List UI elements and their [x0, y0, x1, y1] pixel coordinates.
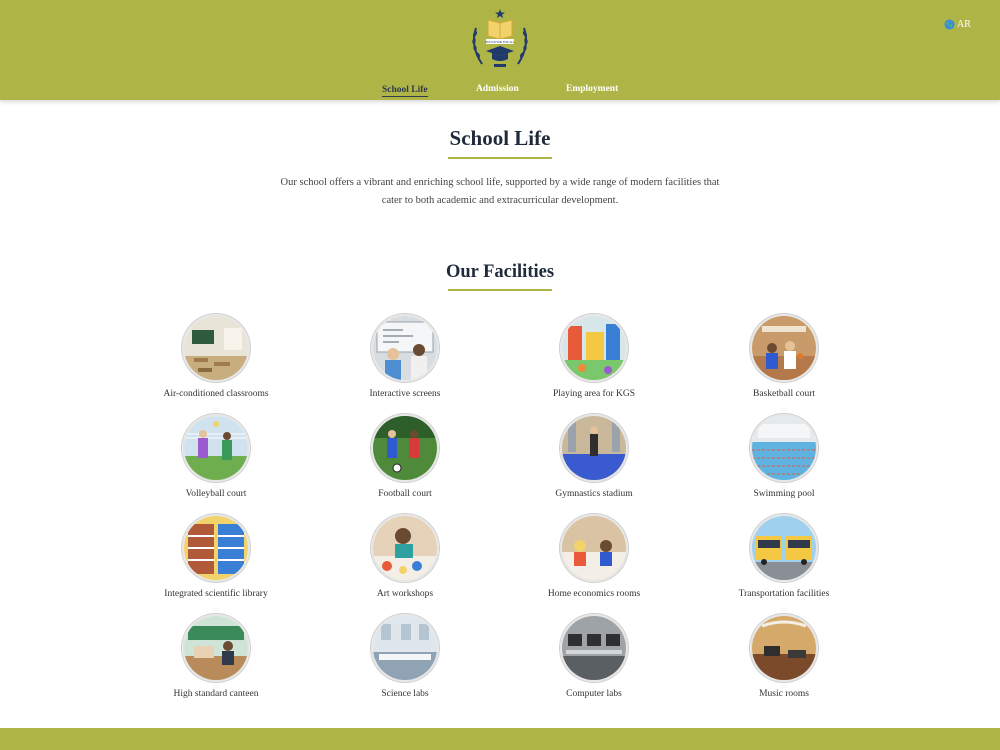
library-photo: [182, 514, 250, 582]
facility-card[interactable]: [315, 414, 495, 499]
facility-label: Home economics rooms: [547, 589, 641, 599]
basketball-photo: [750, 314, 818, 382]
facility-card[interactable]: [126, 314, 306, 399]
facility-card[interactable]: [504, 314, 684, 399]
language-switch[interactable]: [944, 17, 971, 31]
facility-label: Volleyball court: [185, 489, 247, 499]
facility-card[interactable]: [694, 414, 874, 499]
facility-label: Transportation facilities: [738, 589, 830, 599]
facility-label: Gymnastics stadium: [555, 489, 633, 499]
facilities-title: Our Facilities: [445, 262, 555, 282]
bus-photo: [750, 514, 818, 582]
classroom-photo: [182, 314, 250, 382]
lab-photo: [371, 614, 439, 682]
facility-card[interactable]: [315, 614, 495, 699]
nav-admission[interactable]: Admission: [476, 84, 519, 94]
facility-label: Football court: [378, 489, 432, 499]
facility-label: Air-conditioned classrooms: [163, 389, 269, 399]
school-life-title: School Life: [449, 126, 551, 150]
facility-label: Art workshops: [376, 589, 434, 599]
site-footer: [0, 728, 1000, 750]
facility-label: Music rooms: [759, 689, 809, 699]
school-life-underline: [448, 157, 552, 159]
globe-icon: [944, 19, 955, 30]
svg-text:EDUCATION FOR ALL: EDUCATION FOR ALL: [485, 40, 515, 44]
facility-label: Science labs: [381, 689, 429, 699]
facility-label: Integrated scientific library: [164, 589, 268, 599]
facility-card[interactable]: [315, 514, 495, 599]
school-life-description: Our school offers a vibrant and enriching school life, supported by a wide range of modern facilities that cater to both academic and extracurricular development.: [280, 177, 720, 206]
facility-label: High standard canteen: [173, 689, 259, 699]
facility-card[interactable]: [694, 614, 874, 699]
screen-photo: [371, 314, 439, 382]
facility-card[interactable]: [504, 614, 684, 699]
facility-label: Interactive screens: [369, 389, 441, 399]
home-economics-photo: [560, 514, 628, 582]
facility-card[interactable]: [504, 414, 684, 499]
facility-card[interactable]: [694, 314, 874, 399]
nav-employment[interactable]: Employment: [566, 84, 619, 94]
football-photo: [371, 414, 439, 482]
facility-card[interactable]: [126, 414, 306, 499]
facility-card[interactable]: [315, 314, 495, 399]
facility-card[interactable]: [694, 514, 874, 599]
facility-card[interactable]: [504, 514, 684, 599]
gym-photo: [560, 414, 628, 482]
music-photo: [750, 614, 818, 682]
canteen-photo: [182, 614, 250, 682]
pool-photo: [750, 414, 818, 482]
facilities-underline: [448, 289, 552, 291]
playground-photo: [560, 314, 628, 382]
site-header: [0, 0, 1000, 100]
facility-label: Swimming pool: [753, 489, 815, 499]
facility-label: Basketball court: [753, 389, 815, 399]
facility-label: Playing area for KGS: [552, 389, 636, 399]
art-photo: [371, 514, 439, 582]
nav-school-life[interactable]: School Life: [382, 85, 428, 95]
facility-card[interactable]: [126, 614, 306, 699]
main-nav: [0, 84, 1000, 98]
facility-label: Computer labs: [566, 689, 622, 699]
facility-card[interactable]: [126, 514, 306, 599]
language-label: AR: [957, 18, 971, 30]
volleyball-photo: [182, 414, 250, 482]
computer-photo: [560, 614, 628, 682]
school-logo[interactable]: [466, 6, 534, 74]
